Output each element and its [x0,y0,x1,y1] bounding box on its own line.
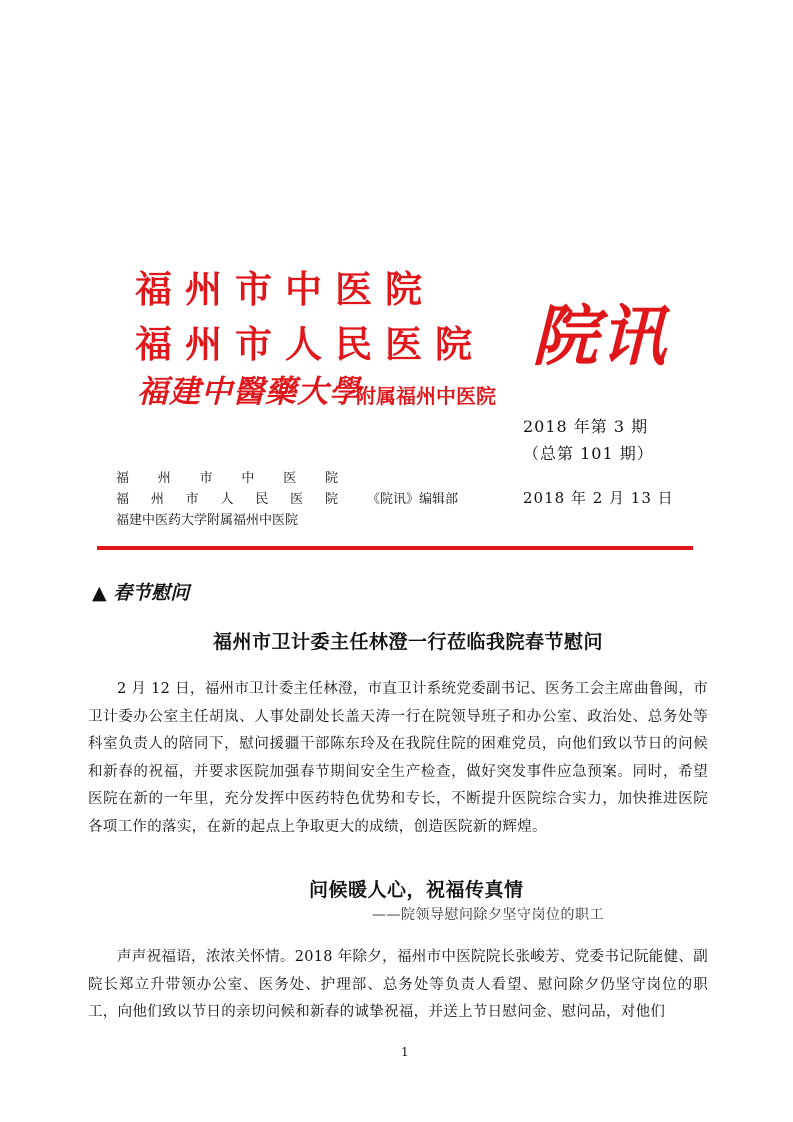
triangle-icon: ▲ [92,582,107,604]
publisher-char: 人 [220,492,234,507]
publisher-char: 州 [150,492,164,507]
article2-title: 问候暖人心，祝福传真情 [309,879,524,901]
section-header [92,578,189,605]
article1-body: 2 月 12 日，福州市卫计委主任林澄，市直卫计系统党委副书记、医务工会主席曲鲁闽，市卫计委办公室主任胡岚、人事处副处长盖天涛一行在院领导班子和办公室、政治处、总务处等科室负责人的陪同下，慰问援疆干部陈东玲及在我院住院的困难党员，向他们致以节日的问候和新春的祝福，并要求医院加强春节期间安全生产检查，做好突发事件应急预案。同时，希望医院在新的一年里，充分发挥中医药特色优势和专长，不断提升医院综合实力，加快推进医院各项工作的落实，在新的起点上争取更大的成绩，创造医院新的辉煌。 [88,681,708,835]
publisher-char: 中 [241,471,255,486]
article2-subtitle: ——院领导慰问除夕坚守岗位的职工 [372,907,604,923]
masthead-line2: 福州市人民医院 [135,322,485,366]
publisher-char: 院 [324,492,338,507]
publisher-line1 [116,472,338,485]
publisher-char: 市 [185,492,199,507]
editorial-department: 《院讯》编辑部 [367,492,459,507]
page-number: 1 [401,1045,409,1059]
newsletter-title: 院讯 [532,297,668,375]
publisher-char: 民 [255,492,269,507]
article1-title: 福州市卫计委主任林澄一行莅临我院春节慰问 [213,631,604,653]
issue-total: （总第 101 期） [523,444,654,463]
publisher-char: 医 [290,492,304,507]
section-title: 春节慰问 [113,582,190,604]
publisher-line3: 福建中医药大学附属福州中医院 [116,513,299,528]
masthead-affiliate: 附属福州中医院 [356,384,496,408]
publisher-char: 福 [116,471,130,486]
issue-date: 2018 年 2 月 13 日 [523,489,674,507]
masthead-university-logo: 福建中醫藥大學 [137,374,361,410]
publisher-char: 福 [116,492,130,507]
publisher-char: 医 [283,471,297,486]
publisher-char: 市 [199,471,213,486]
publisher-line2 [116,493,338,506]
masthead-line1: 福州市中医院 [135,267,435,311]
publisher-char: 州 [157,471,171,486]
issue-number: 2018 年第 3 期 [523,417,649,436]
publisher-char: 院 [324,471,338,486]
header-divider [97,546,693,550]
article2-body: 声声祝福语，浓浓关怀情。2018 年除夕，福州市中医院院长张峻芳、党委书记阮能健、副院长郑立升带领办公室、医务处、护理部、总务处等负责人看望、慰问除夕仍坚守岗位的职工，向他们致以节日的亲切问候和新春的诚挚祝福，并送上节日慰问金、慰问品，对他们 [88,949,708,1020]
